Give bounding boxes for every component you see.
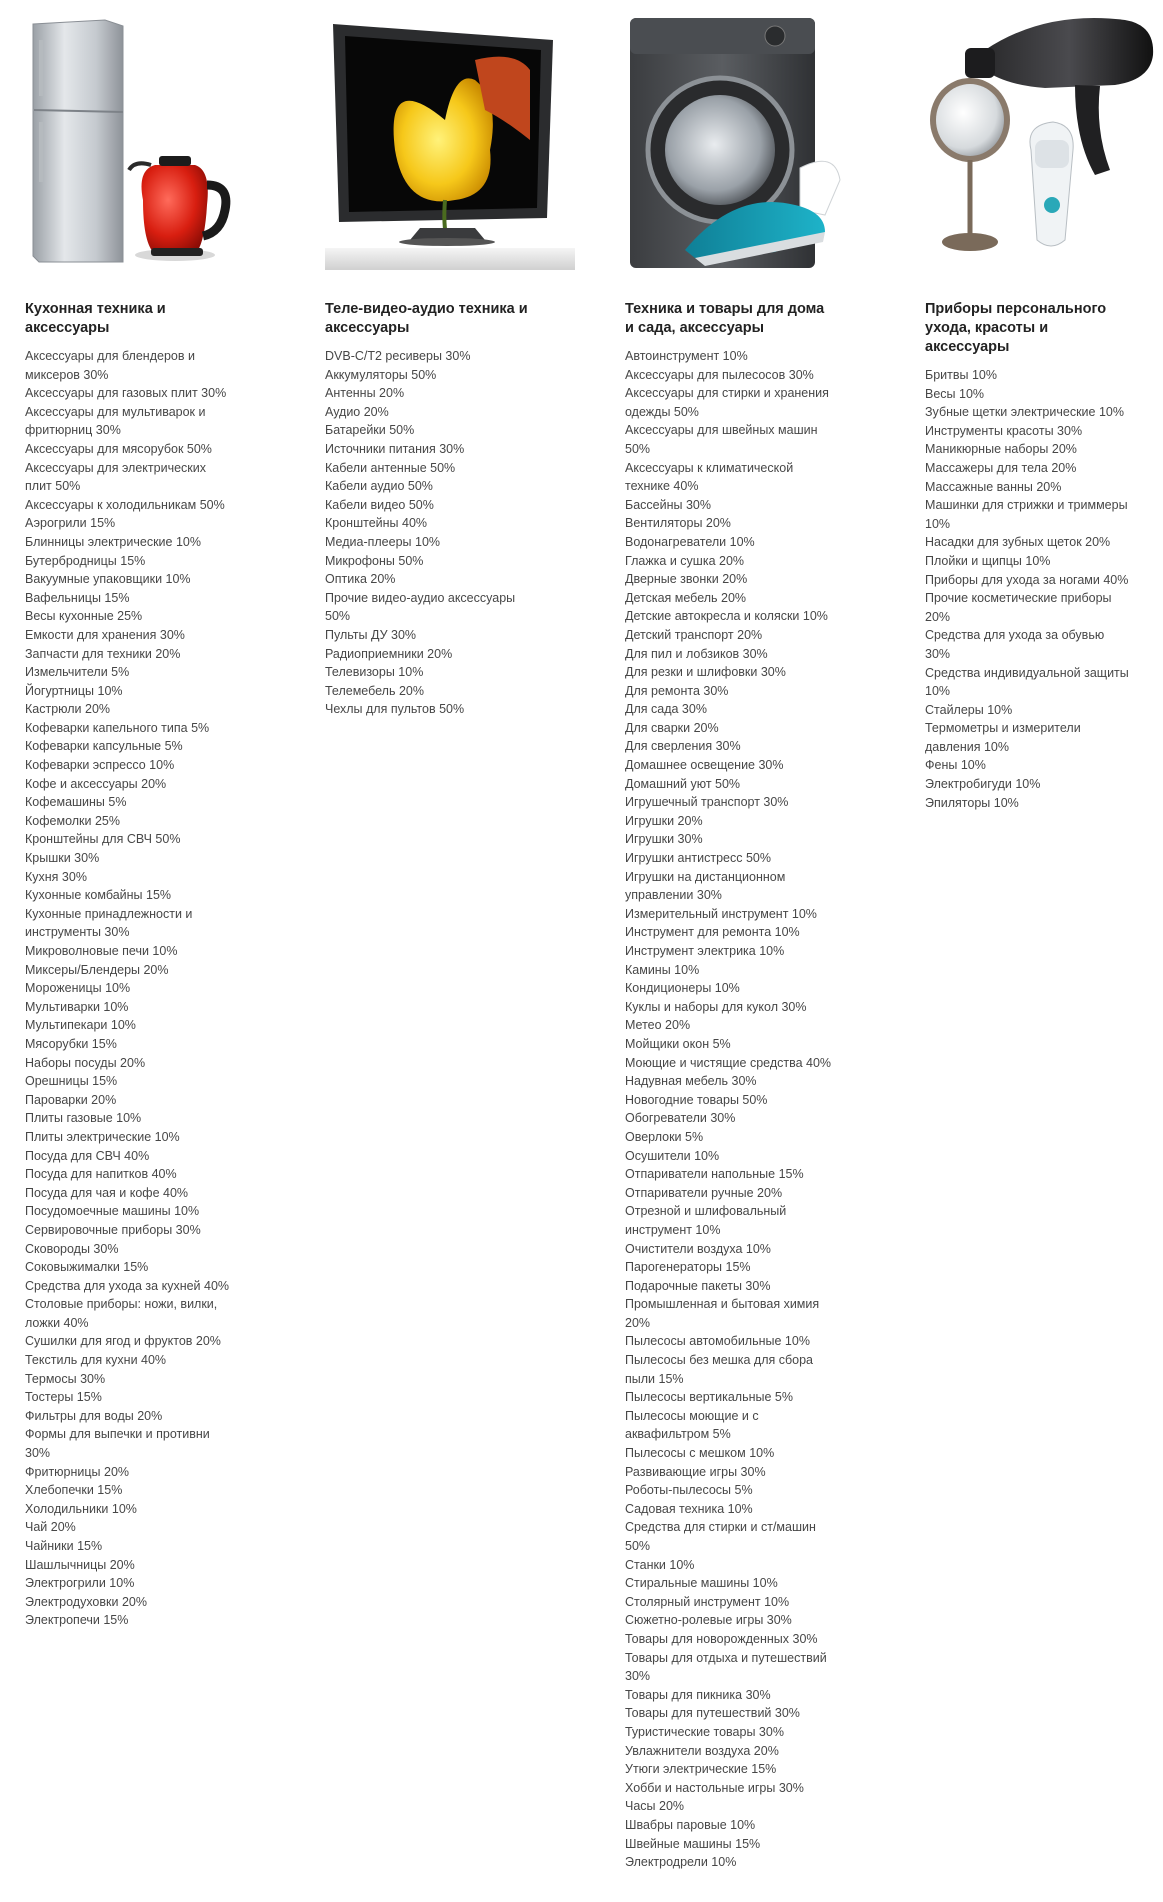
list-item[interactable]: Шашлычницы 20% (25, 1557, 135, 1572)
list-item[interactable]: Оверлоки 5% (625, 1129, 704, 1144)
list-item[interactable]: Сервировочные приборы 30% (25, 1222, 201, 1237)
list-item[interactable]: Аксессуары для мультиварок и фритюрниц 30% (25, 404, 206, 438)
list-item[interactable]: Для сада 30% (625, 702, 707, 717)
list-item[interactable]: Медиа-плееры 10% (325, 534, 441, 549)
list-item[interactable]: Весы 10% (925, 386, 985, 401)
list-item[interactable]: Мультиварки 10% (25, 999, 129, 1014)
list-item[interactable]: Игрушечный транспорт 30% (625, 795, 789, 810)
list-item[interactable]: Кофеварки капельного типа 5% (25, 720, 210, 735)
category-list (25, 347, 230, 1630)
list-item[interactable]: Бритвы 10% (925, 368, 997, 382)
list-item[interactable]: Зубные щетки электрические 10% (925, 405, 1124, 420)
list-item[interactable]: Чехлы для пультов 50% (325, 702, 465, 717)
list-item[interactable]: Плиты газовые 10% (25, 1111, 142, 1126)
list-item[interactable]: Крышки 30% (25, 851, 100, 866)
list-item[interactable]: Детская мебель 20% (625, 590, 747, 605)
list-item[interactable]: Сюжетно-ролевые игры 30% (625, 1613, 792, 1628)
list-item[interactable]: Измерительный инструмент 10% (625, 906, 817, 921)
list-item[interactable]: Пароварки 20% (25, 1092, 117, 1107)
list-item[interactable]: Орешницы 15% (25, 1074, 118, 1089)
list-item[interactable]: Весы кухонные 25% (25, 609, 143, 624)
list-item[interactable]: Швейные машины 15% (625, 1836, 761, 1851)
list-item[interactable]: Для пил и лобзиков 30% (625, 646, 768, 661)
list-item[interactable]: Кухня 30% (25, 869, 87, 884)
list-item[interactable]: Дверные звонки 20% (625, 572, 748, 587)
list-item[interactable]: Отпариватели ручные 20% (625, 1185, 783, 1200)
list-item[interactable]: Инструмент для ремонта 10% (625, 925, 800, 940)
list-item[interactable]: Пылесосы без мешка для сбора пыли 15% (625, 1353, 814, 1386)
list-item[interactable]: Аксессуары для пылесосов 30% (625, 367, 814, 382)
list-item[interactable]: Игрушки 20% (625, 813, 703, 828)
list-item[interactable]: Чайники 15% (25, 1539, 103, 1553)
list-item[interactable]: Вакуумные упаковщики 10% (25, 572, 191, 587)
list-item[interactable]: Массажеры для тела 20% (925, 460, 1077, 475)
list-item[interactable]: Часы 20% (625, 1799, 685, 1814)
list-item[interactable]: Столовые приборы: ножи, вилки, ложки 40% (25, 1297, 218, 1330)
list-item[interactable]: Для сверления 30% (625, 739, 741, 754)
list-item[interactable]: Кастрюли 20% (25, 702, 111, 717)
list-item[interactable]: Холодильники 10% (25, 1501, 137, 1516)
list-item[interactable]: Товары для новорожденных 30% (625, 1631, 818, 1646)
list-item[interactable]: Бутербродницы 15% (25, 553, 146, 568)
list-item[interactable]: Обогреватели 30% (625, 1111, 736, 1126)
column-title[interactable]: Кухонная техника и аксессуары (25, 301, 166, 336)
list-item[interactable]: Осушители 10% (625, 1148, 720, 1163)
list-item[interactable]: Хлебопечки 15% (25, 1483, 123, 1498)
list-item[interactable]: Аэрогрили 15% (25, 516, 116, 531)
list-item[interactable]: Аксессуары для блендеров и миксеров 30% (25, 349, 195, 382)
list-item[interactable]: Насадки для зубных щеток 20% (925, 535, 1111, 550)
list-item[interactable]: Парогенераторы 15% (625, 1260, 751, 1275)
list-item[interactable]: Домашнее освещение 30% (625, 758, 784, 773)
list-item[interactable]: Измельчители 5% (25, 665, 130, 680)
list-item[interactable]: Термометры и измерители давления 10% (925, 721, 1081, 754)
list-item[interactable]: Соковыжималки 15% (25, 1260, 149, 1275)
list-item[interactable]: Мультипекари 10% (25, 1018, 136, 1033)
list-item[interactable]: Телевизоры 10% (325, 665, 424, 680)
list-item[interactable]: Увлажнители воздуха 20% (625, 1743, 779, 1758)
list-item[interactable]: Кофеварки эспрессо 10% (25, 758, 175, 773)
list-item[interactable]: Прочие видео-аудио аксессуары 50% (325, 590, 516, 624)
list-item[interactable]: Кондиционеры 10% (625, 981, 740, 996)
list-item[interactable]: Плойки и щипцы 10% (925, 553, 1051, 568)
list-item[interactable]: Посудомоечные машины 10% (25, 1204, 200, 1219)
list-item[interactable]: Аксессуары для электрических плит 50% (25, 460, 206, 494)
list-item[interactable]: Товары для путешествий 30% (625, 1706, 800, 1721)
list-item[interactable]: Кухонные комбайны 15% (25, 888, 172, 903)
list-item[interactable]: Посуда для чая и кофе 40% (25, 1185, 189, 1200)
list-item[interactable]: Швабры паровые 10% (625, 1817, 756, 1832)
list-item[interactable]: Плиты электрические 10% (25, 1129, 180, 1144)
list-item[interactable]: Промышленная и бытовая химия 20% (625, 1297, 820, 1330)
list-item[interactable]: Фены 10% (925, 758, 986, 773)
list-item[interactable]: Кофеварки капсульные 5% (25, 739, 183, 754)
list-item[interactable]: Садовая техника 10% (625, 1501, 753, 1516)
list-item[interactable]: Электробигуди 10% (925, 777, 1041, 792)
list-item[interactable]: Средства для стирки и ст/машин 50% (625, 1520, 816, 1553)
list-item[interactable]: Кронштейны для СВЧ 50% (25, 832, 181, 847)
list-item[interactable]: Тостеры 15% (25, 1390, 102, 1405)
list-item[interactable]: Домашний уют 50% (625, 776, 741, 791)
list-item[interactable]: DVB-C/T2 ресиверы 30% (325, 349, 471, 363)
list-item[interactable]: Автоинструмент 10% (625, 349, 748, 363)
list-item[interactable]: Игрушки 30% (625, 832, 703, 847)
list-item[interactable]: Бассейны 30% (625, 497, 711, 512)
list-item[interactable]: Прочие косметические приборы 20% (925, 591, 1112, 624)
list-item[interactable]: Детские автокресла и коляски 10% (625, 609, 828, 624)
list-item[interactable]: Для сварки 20% (625, 720, 719, 735)
list-item[interactable]: Игрушки антистресс 50% (625, 851, 771, 866)
list-item[interactable]: Инструменты красоты 30% (925, 423, 1083, 438)
list-item[interactable]: Детский транспорт 20% (625, 627, 763, 642)
list-item[interactable]: Электродуховки 20% (25, 1594, 147, 1609)
list-item[interactable]: Запчасти для техники 20% (25, 646, 181, 661)
list-item[interactable]: Кофемашины 5% (25, 795, 127, 810)
list-item[interactable]: Приборы для ухода за ногами 40% (925, 572, 1129, 587)
list-item[interactable]: Аксессуары к холодильникам 50% (25, 497, 225, 512)
list-item[interactable]: Миксеры/Блендеры 20% (25, 962, 169, 977)
list-item[interactable]: Кабели аудио 50% (325, 479, 433, 494)
category-list (925, 366, 1130, 812)
list-item[interactable]: Вентиляторы 20% (625, 516, 731, 531)
fridge-and-kettle-image[interactable] (25, 0, 265, 270)
list-item[interactable]: Источники питания 30% (325, 441, 465, 456)
list-item[interactable]: Массажные ванны 20% (925, 479, 1062, 494)
list-item[interactable]: Камины 10% (625, 962, 700, 977)
washing-machine-and-iron-image[interactable] (625, 0, 865, 270)
list-item[interactable]: Водонагреватели 10% (625, 534, 755, 549)
column-title[interactable]: Приборы персонального ухода, красоты и аксессуары (925, 301, 1107, 355)
list-item[interactable]: Развивающие игры 30% (625, 1464, 766, 1479)
list-item[interactable]: Сковороды 30% (25, 1241, 119, 1256)
list-item[interactable]: Очистители воздуха 10% (625, 1241, 771, 1256)
list-item[interactable]: Йогуртницы 10% (25, 683, 123, 698)
list-item[interactable]: Чай 20% (25, 1520, 76, 1535)
list-item[interactable]: Термосы 30% (25, 1371, 106, 1386)
list-item[interactable]: Аксессуары для стирки и хранения одежды 50% (625, 386, 829, 419)
list-item[interactable]: Стайлеры 10% (925, 702, 1013, 717)
list-item[interactable]: Оптика 20% (325, 572, 396, 587)
list-item[interactable]: Роботы-пылесосы 5% (625, 1483, 753, 1498)
list-item[interactable]: Посуда для напитков 40% (25, 1167, 177, 1182)
list-item[interactable]: Стиральные машины 10% (625, 1576, 778, 1591)
list-item[interactable]: Новогодние товары 50% (625, 1092, 768, 1107)
category-list (625, 347, 835, 1872)
list-item[interactable]: Для резки и шлифовки 30% (625, 665, 786, 680)
list-item[interactable]: Аксессуары к климатической технике 40% (625, 460, 794, 494)
list-item[interactable]: Аксессуары для мясорубок 50% (25, 441, 212, 456)
list-item[interactable]: Подарочные пакеты 30% (625, 1278, 771, 1293)
list-item[interactable]: Станки 10% (625, 1557, 695, 1572)
list-item[interactable]: Радиоприемники 20% (325, 646, 453, 661)
list-item[interactable]: Пылесосы с мешком 10% (625, 1446, 775, 1461)
list-item[interactable]: Телемебель 20% (325, 683, 424, 698)
list-item[interactable]: Аксессуары для газовых плит 30% (25, 386, 227, 401)
category-column-home-garden (625, 0, 895, 1870)
list-item[interactable]: Кофемолки 25% (25, 813, 120, 828)
list-item[interactable]: Электропечи 15% (25, 1613, 129, 1628)
list-item[interactable]: Формы для выпечки и противни 30% (25, 1427, 210, 1461)
list-item[interactable]: Инструмент электрика 10% (625, 944, 785, 958)
list-item[interactable]: Туристические товары 30% (625, 1724, 784, 1739)
list-item[interactable]: Моющие и чистящие средства 40% (625, 1055, 832, 1070)
list-item[interactable]: Блинницы электрические 10% (25, 534, 201, 549)
tv-image[interactable] (325, 0, 565, 270)
list-item[interactable]: Наборы посуды 20% (25, 1055, 146, 1070)
list-item[interactable]: Фильтры для воды 20% (25, 1408, 163, 1423)
list-item[interactable]: Для ремонта 30% (625, 683, 729, 698)
list-item[interactable]: Аудио 20% (325, 404, 389, 419)
column-title[interactable]: Техника и товары для дома и сада, аксессуары (625, 301, 825, 336)
list-item[interactable]: Товары для пикника 30% (625, 1687, 771, 1702)
list-item[interactable]: Мясорубки 15% (25, 1036, 117, 1051)
list-item[interactable]: Хобби и настольные игры 30% (625, 1780, 804, 1795)
category-column-kitchen (25, 0, 295, 1628)
list-item[interactable]: Емкости для хранения 30% (25, 627, 185, 642)
list-item[interactable]: Сушилки для ягод и фруктов 20% (25, 1334, 221, 1349)
list-item[interactable]: Электрогрили 10% (25, 1576, 135, 1591)
list-item[interactable]: Кабели видео 50% (325, 497, 434, 512)
hair-dryer-mirror-epilator-image[interactable] (925, 0, 1163, 270)
category-column-tv-audio (325, 0, 595, 717)
list-item[interactable]: Товары для отдыха и путешествий 30% (625, 1650, 827, 1684)
category-list (325, 347, 530, 719)
list-item[interactable]: Средства индивидуальной защиты 10% (925, 665, 1129, 699)
list-item[interactable]: Куклы и наборы для кукол 30% (625, 999, 807, 1014)
list-item[interactable]: Микроволновые печи 10% (25, 944, 178, 958)
list-item[interactable]: Маникюрные наборы 20% (925, 442, 1077, 457)
list-item[interactable]: Вафельницы 15% (25, 590, 130, 605)
list-item[interactable]: Мойщики окон 5% (625, 1036, 731, 1051)
list-item[interactable]: Пылесосы вертикальные 5% (625, 1390, 793, 1405)
list-item[interactable]: Отрезной и шлифовальный инструмент 10% (625, 1204, 787, 1237)
list-item[interactable]: Кофе и аксессуары 20% (25, 776, 167, 791)
list-item[interactable]: Текстиль для кухни 40% (25, 1353, 167, 1368)
list-item[interactable]: Пульты ДУ 30% (325, 627, 417, 642)
list-item[interactable]: Пылесосы автомобильные 10% (625, 1334, 810, 1349)
list-item[interactable]: Кабели антенные 50% (325, 460, 456, 475)
list-item[interactable]: Игрушки на дистанционном управлении 30% (625, 869, 786, 903)
list-item[interactable]: Аксессуары для швейных машин 50% (625, 423, 818, 456)
column-title[interactable]: Теле-видео-аудио техника и аксессуары (325, 301, 528, 336)
list-item[interactable]: Машинки для стрижки и триммеры 10% (925, 498, 1128, 531)
list-item[interactable]: Кронштейны 40% (325, 516, 428, 531)
list-item[interactable]: Мороженицы 10% (25, 981, 131, 996)
list-item[interactable]: Пылесосы моющие и с аквафильтром 5% (625, 1408, 759, 1442)
list-item[interactable]: Эпиляторы 10% (925, 795, 1019, 810)
list-item[interactable]: Глажка и сушка 20% (625, 553, 745, 568)
list-item[interactable]: Батарейки 50% (325, 423, 415, 438)
list-item[interactable]: Аккумуляторы 50% (325, 367, 437, 382)
list-item[interactable]: Антенны 20% (325, 386, 405, 401)
list-item[interactable]: Фритюрницы 20% (25, 1464, 130, 1479)
list-item[interactable]: Средства для ухода за кухней 40% (25, 1278, 230, 1293)
list-item[interactable]: Столярный инструмент 10% (625, 1594, 790, 1609)
list-item[interactable]: Утюги электрические 15% (625, 1762, 777, 1777)
list-item[interactable]: Метео 20% (625, 1018, 691, 1033)
list-item[interactable]: Посуда для СВЧ 40% (25, 1148, 150, 1163)
list-item[interactable]: Отпариватели напольные 15% (625, 1167, 804, 1182)
list-item[interactable]: Кухонные принадлежности и инструменты 30% (25, 906, 193, 940)
list-item[interactable]: Электродрели 10% (625, 1855, 737, 1870)
list-item[interactable]: Микрофоны 50% (325, 553, 424, 568)
list-item[interactable]: Средства для ухода за обувью 30% (925, 628, 1105, 661)
category-column-personal-care (925, 0, 1163, 810)
list-item[interactable]: Надувная мебель 30% (625, 1074, 757, 1089)
